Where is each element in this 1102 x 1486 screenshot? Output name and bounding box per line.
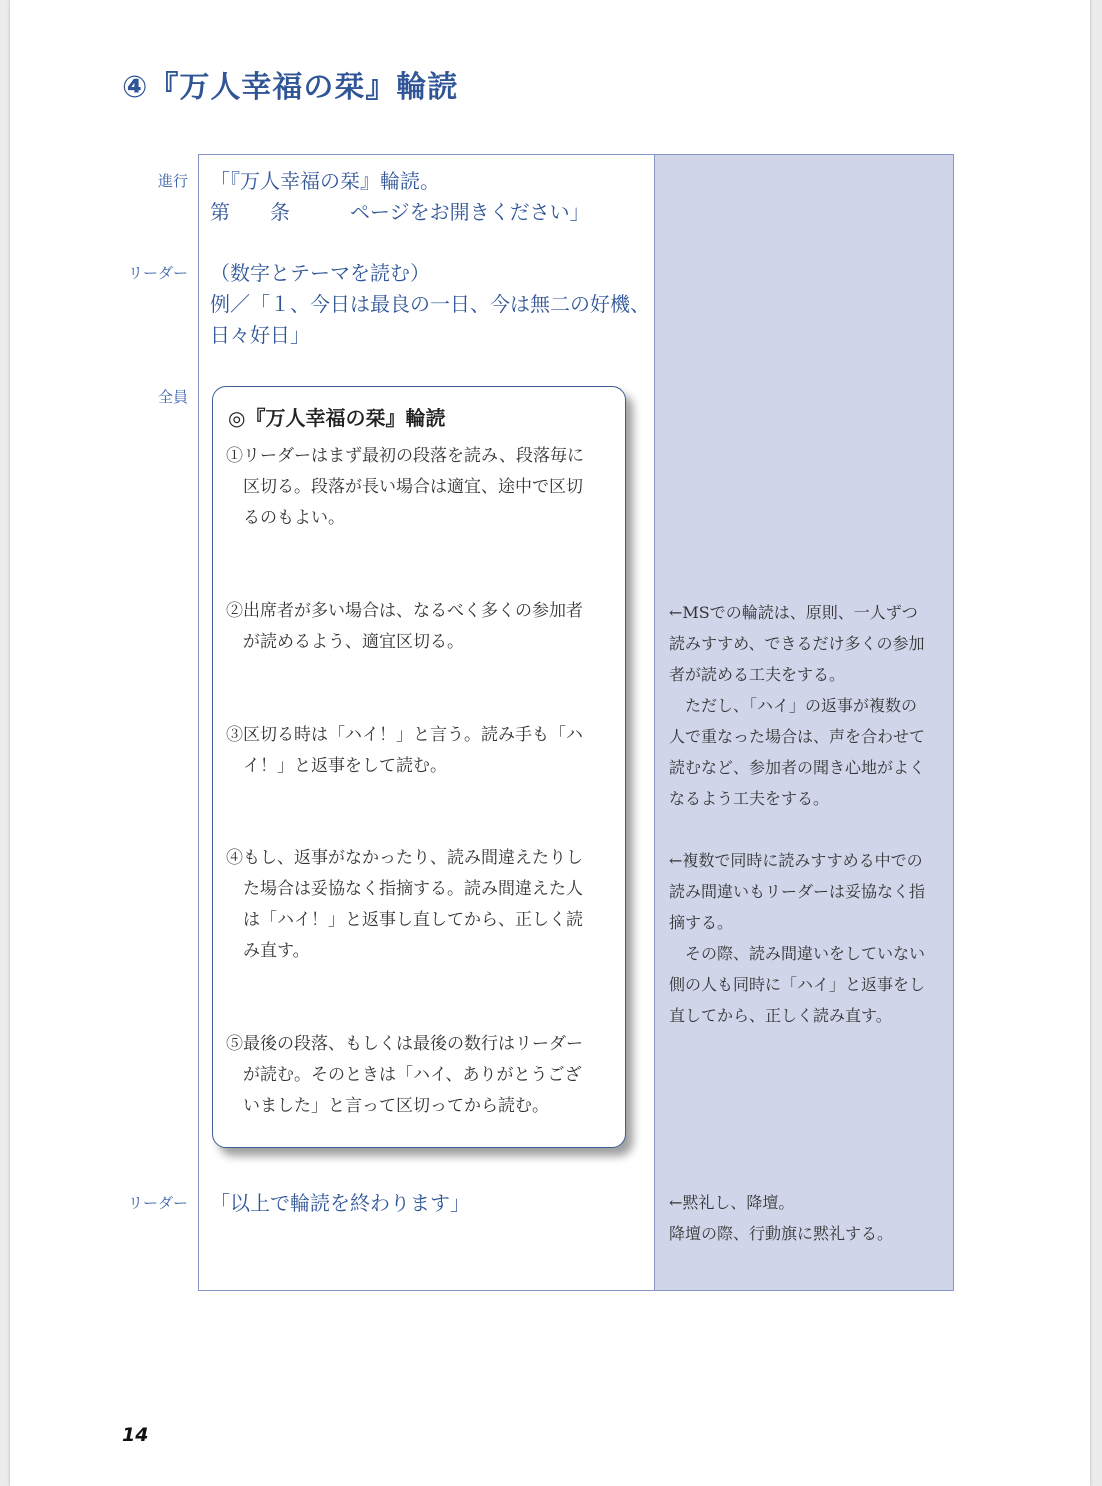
role-label-leader-closing: リーダー (127, 1194, 188, 1212)
note-1: ←MSでの輪読は、原則、一人ずつ 読みすすめ、できるだけ多くの参加 者が読める工夫をする。 ただし、「ハイ」の返事が複数の 人で重なった場合は、声を合わせて 読むなど、参加者の聞き心地がよく なるよう工夫をする。 (669, 603, 926, 808)
role-label-shinko: 進行 (157, 172, 188, 190)
page-title: ④『万人幸福の栞』輪読 (122, 70, 459, 105)
card-item-2: ②出席者が多い場合は、なるべく多くの参加者 が読めるよう、適宜区切る。 (226, 601, 583, 652)
closing-text: 「以上で輪読を終わります」 (210, 1191, 470, 1215)
card-item-3: ③区切る時は「ハイ！」と言う。読み手も「ハ イ！」と返事をして読む。 (226, 725, 583, 776)
role-label-zenin: 全員 (157, 388, 188, 406)
card-item-1: ①リーダーはまず最初の段落を読み、段落毎に 区切る。段落が長い場合は適宜、途中で区切 るのもよい。 (226, 446, 585, 528)
shinko-text: 「『万人幸福の栞』輪読。 第 条 ページをお開きください」 (210, 169, 590, 224)
note-2: ←複数で同時に読みすすめる中での 読み間違いもリーダーは妥協なく指 摘する。 その際、読み間違いをしていない 側の人も同時に「ハイ」と返事をし 直してから、正しく読み直す。 (669, 851, 926, 1025)
page-number: 14 (122, 1424, 149, 1446)
note-3: ←黙礼し、降壇。 降壇の際、行動旗に黙礼する。 (669, 1193, 894, 1243)
card-item-4: ④もし、返事がなかったり、読み間違えたりし た場合は妥協なく指摘する。読み間違えた人 は「ハイ！」と返事し直してから、正しく読 み直す。 (226, 848, 583, 961)
card-title: ◎『万人幸福の栞』輪読 (228, 406, 446, 430)
leader-text: （数字とテーマを読む） 例／「１、今日は最良の一日、今は無二の好機、 日々好日」 (210, 261, 650, 347)
role-label-leader: リーダー (127, 264, 188, 282)
card-item-5: ⑤最後の段落、もしくは最後の数行はリーダー が読む。そのときは「ハイ、ありがとうござ いました」と言って区切ってから読む。 (226, 1034, 583, 1116)
